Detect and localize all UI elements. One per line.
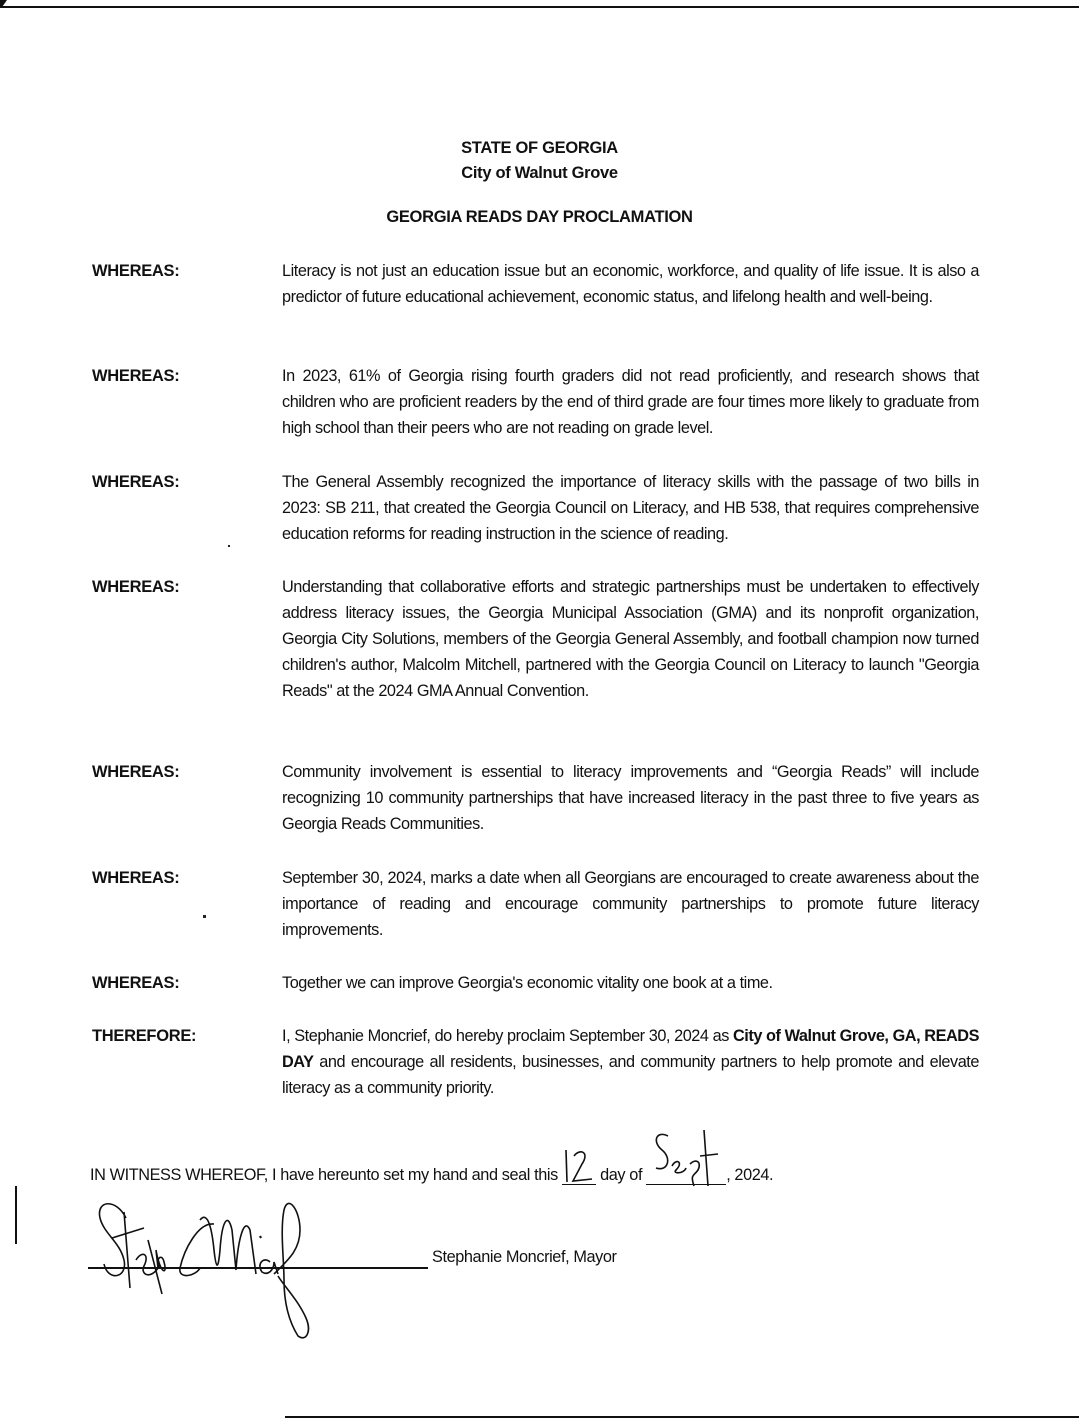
city-heading: City of Walnut Grove	[461, 164, 618, 182]
whereas-clause	[92, 759, 982, 837]
signature-line	[88, 1267, 428, 1269]
proclamation-title: GEORGIA READS DAY PROCLAMATION	[386, 208, 693, 226]
signature-block	[88, 1190, 648, 1340]
state-heading: STATE OF GEORGIA	[461, 139, 618, 157]
whereas-clause	[92, 258, 982, 310]
therefore-clause	[92, 1023, 982, 1101]
clause-text: Together we can improve Georgia's economic vitality one book at a time.	[282, 974, 773, 992]
clause-text	[282, 1023, 979, 1101]
whereas-clause	[92, 574, 982, 704]
scan-artifact-bottom-edge	[285, 1416, 1079, 1418]
mayor-signature	[88, 1190, 448, 1340]
day-handwriting	[562, 1146, 596, 1184]
scan-artifact-top-edge	[0, 6, 1079, 8]
scan-artifact-left-mark	[15, 1186, 17, 1244]
clause-label: WHEREAS:	[92, 473, 180, 491]
month-handwriting	[646, 1128, 726, 1188]
clause-label: THEREFORE:	[92, 1027, 197, 1045]
document-header	[0, 136, 1079, 186]
clause-label: WHEREAS:	[92, 578, 180, 596]
signer-name: Stephanie Moncrief, Mayor	[432, 1248, 617, 1266]
therefore-text-after: and encourage all residents, businesses, and community partners to help promote and elevate literacy as a community priority.	[282, 1053, 979, 1097]
witness-middle: day of	[600, 1166, 643, 1184]
day-field	[562, 1164, 596, 1185]
therefore-bold-proclaim: City of Walnut Grove, GA, READS DAY	[282, 1027, 979, 1071]
clause-text: In 2023, 61% of Georgia rising fourth graders did not read proficiently, and research shows that children who are proficient readers by the end of third grade are four times more likely to graduate from high school than their peers who are not reading on grade level.	[282, 367, 979, 437]
clause-label: WHEREAS:	[92, 367, 180, 385]
clause-label: WHEREAS:	[92, 869, 180, 887]
clause-label: WHEREAS:	[92, 763, 180, 781]
month-field	[646, 1164, 726, 1185]
whereas-clause	[92, 363, 982, 441]
clause-label: WHEREAS:	[92, 262, 180, 280]
witness-statement	[90, 1164, 773, 1185]
whereas-clause	[92, 970, 982, 996]
clause-text: The General Assembly recognized the importance of literacy skills with the passage of two bills in 2023: SB 211, that created the Georgia Council on Literacy, and HB 538, that requires comprehensive education reforms for reading instruction in the science of reading.	[282, 473, 979, 543]
witness-suffix: , 2024.	[726, 1166, 774, 1184]
whereas-clause	[92, 865, 982, 943]
therefore-text-before: I, Stephanie Moncrief, do hereby proclaim September 30, 2024 as	[282, 1027, 733, 1045]
clause-text: Understanding that collaborative efforts and strategic partnerships must be undertaken to effectively address literacy issues, the Georgia Municipal Association (GMA) and its nonprofit organization, Georgia City Solutions, members of the Georgia General Assembly, and football champion now turned children's author, Malcolm Mitchell, partnered with the Georgia Council on Literacy to launch "Georgia Reads" at the 2024 GMA Annual Convention.	[282, 578, 979, 700]
clause-text: Literacy is not just an education issue but an economic, workforce, and quality of life issue. It is also a predictor of future educational achievement, economic status, and lifelong health and well-being.	[282, 262, 979, 306]
whereas-clause	[92, 469, 982, 547]
clause-text: Community involvement is essential to literacy improvements and “Georgia Reads” will include recognizing 10 community partnerships that have increased literacy in the past three to five years as Georgia Reads Communities.	[282, 763, 979, 833]
witness-prefix: IN WITNESS WHEREOF, I have hereunto set my hand and seal this	[90, 1166, 558, 1184]
clause-text: September 30, 2024, marks a date when all Georgians are encouraged to create awareness about the importance of reading and encourage community partnerships to promote future literacy improvements.	[282, 869, 979, 939]
clause-label: WHEREAS:	[92, 974, 180, 992]
